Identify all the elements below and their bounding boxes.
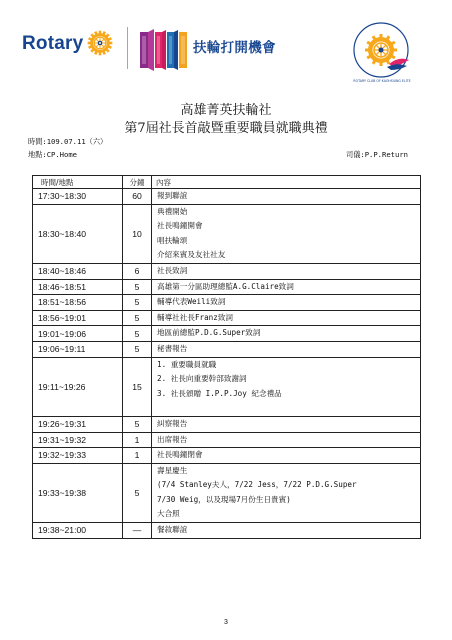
row-content-line: 餐敘聯誼 bbox=[157, 525, 188, 535]
row-content bbox=[152, 432, 421, 448]
row-minutes: 5 bbox=[123, 416, 152, 432]
table-row bbox=[33, 432, 421, 448]
row-content bbox=[152, 357, 421, 416]
row-content bbox=[152, 279, 421, 295]
row-content-line: 秘書報告 bbox=[157, 343, 188, 353]
row-content bbox=[152, 310, 421, 326]
row-content-line: 糾察報告 bbox=[157, 418, 188, 428]
row-content-line bbox=[157, 401, 415, 416]
row-minutes: 15 bbox=[123, 357, 152, 416]
row-content-line: 壽星慶生 bbox=[157, 465, 188, 475]
table-row bbox=[33, 523, 421, 539]
row-content-line: 1. 重要職員就職 bbox=[157, 359, 217, 369]
row-content-line: 輔導社社長Franz致詞 bbox=[157, 312, 234, 322]
table-row bbox=[33, 263, 421, 279]
row-content-line: 出席報告 bbox=[157, 434, 188, 444]
table-row bbox=[33, 416, 421, 432]
row-content bbox=[152, 263, 421, 279]
row-content-line: 唱扶輪頌 bbox=[157, 235, 188, 245]
row-content bbox=[152, 523, 421, 539]
row-time: 19:31~19:32 bbox=[33, 432, 123, 448]
rotary-wheel-icon bbox=[87, 30, 113, 56]
event-time: 時間:109.07.11（六） bbox=[28, 137, 108, 146]
row-content-line: 社長鳴鐘閉會 bbox=[157, 450, 203, 460]
row-content bbox=[152, 448, 421, 464]
row-content bbox=[152, 463, 421, 522]
event-place: 地點:CP.Home bbox=[28, 150, 77, 159]
row-content-line: 報到聯誼 bbox=[157, 191, 188, 200]
event-emcee: 司儀:P.P.Return bbox=[346, 150, 408, 159]
row-content-line: 高雄第一分區助理總監A.G.Claire致詞 bbox=[157, 281, 294, 291]
document-header bbox=[0, 0, 452, 90]
page-number: 3 bbox=[224, 619, 228, 626]
table-row bbox=[33, 279, 421, 295]
document-title: 高雄菁英扶輪社 bbox=[180, 103, 272, 118]
document-subtitle: 第7屆社長首敲暨重要職員就職典禮 bbox=[124, 121, 328, 136]
rotary-wordmark: Rotary bbox=[22, 33, 84, 54]
table-row bbox=[33, 357, 421, 416]
row-time: 18:40~18:46 bbox=[33, 263, 123, 279]
row-minutes: 6 bbox=[123, 263, 152, 279]
table-row bbox=[33, 341, 421, 357]
row-content-line: 典禮開始 bbox=[157, 206, 188, 216]
row-content bbox=[152, 204, 421, 263]
header-content: 內容 bbox=[152, 176, 421, 189]
row-time: 18:56~19:01 bbox=[33, 310, 123, 326]
row-time: 19:01~19:06 bbox=[33, 326, 123, 342]
row-time: 18:30~18:40 bbox=[33, 204, 123, 263]
table-row bbox=[33, 204, 421, 263]
row-minutes: — bbox=[123, 523, 152, 539]
row-time: 19:11~19:26 bbox=[33, 357, 123, 416]
schedule-table bbox=[32, 175, 421, 539]
open-doors-icon bbox=[138, 26, 190, 76]
row-time: 19:38~21:00 bbox=[33, 523, 123, 539]
row-minutes: 5 bbox=[123, 295, 152, 311]
row-time: 17:30~18:30 bbox=[33, 189, 123, 205]
row-content bbox=[152, 326, 421, 342]
row-content-line: 社長致詞 bbox=[157, 265, 188, 275]
row-content-line: (7/4 Stanley夫人，7/22 Jess，7/22 P.D.G.Super bbox=[157, 480, 357, 490]
row-minutes: 10 bbox=[123, 204, 152, 263]
table-row bbox=[33, 448, 421, 464]
header-time: 時間/地點 bbox=[33, 176, 123, 189]
table-header-row bbox=[33, 176, 421, 189]
club-logo bbox=[349, 20, 413, 80]
row-content-line: 社長鳴鐘開會 bbox=[157, 221, 203, 231]
row-content-line: 輔導代表Weili致詞 bbox=[157, 297, 226, 307]
row-content bbox=[152, 341, 421, 357]
row-content-line: 大合照 bbox=[157, 509, 180, 519]
row-minutes: 5 bbox=[123, 310, 152, 326]
row-time: 18:46~18:51 bbox=[33, 279, 123, 295]
opportunities-title: 扶輪打開機會 bbox=[193, 40, 276, 56]
row-minutes: 60 bbox=[123, 189, 152, 205]
schedule-body bbox=[33, 189, 421, 539]
row-content bbox=[152, 295, 421, 311]
row-content bbox=[152, 416, 421, 432]
row-time: 19:06~19:11 bbox=[33, 341, 123, 357]
header-divider bbox=[127, 27, 128, 69]
table-row bbox=[33, 463, 421, 522]
table-row bbox=[33, 189, 421, 205]
row-minutes: 1 bbox=[123, 448, 152, 464]
table-row bbox=[33, 326, 421, 342]
row-content-line: 3. 社長頒贈 I.P.P.Joy 紀念禮品 bbox=[157, 388, 282, 398]
row-time: 19:32~19:33 bbox=[33, 448, 123, 464]
table-row bbox=[33, 310, 421, 326]
row-content-line: 介紹來賓及友社社友 bbox=[157, 250, 226, 260]
row-time: 18:51~18:56 bbox=[33, 295, 123, 311]
row-time: 19:33~19:38 bbox=[33, 463, 123, 522]
row-minutes: 5 bbox=[123, 341, 152, 357]
row-minutes: 5 bbox=[123, 463, 152, 522]
row-minutes: 5 bbox=[123, 326, 152, 342]
row-content-line: 7/30 Weig，以及現場7月份生日貴賓) bbox=[157, 494, 291, 504]
row-minutes: 1 bbox=[123, 432, 152, 448]
row-minutes: 5 bbox=[123, 279, 152, 295]
row-content-line: 2. 社長向重要幹部致謝詞 bbox=[157, 374, 247, 384]
row-time: 19:26~19:31 bbox=[33, 416, 123, 432]
row-content-line: 地區前總監P.D.G.Super致詞 bbox=[157, 328, 261, 338]
row-content bbox=[152, 189, 421, 205]
header-minutes: 分鐘 bbox=[123, 176, 152, 189]
club-logo-caption: ROTARY CLUB OF KAOHSIUNG ELITE bbox=[353, 79, 411, 83]
table-row bbox=[33, 295, 421, 311]
